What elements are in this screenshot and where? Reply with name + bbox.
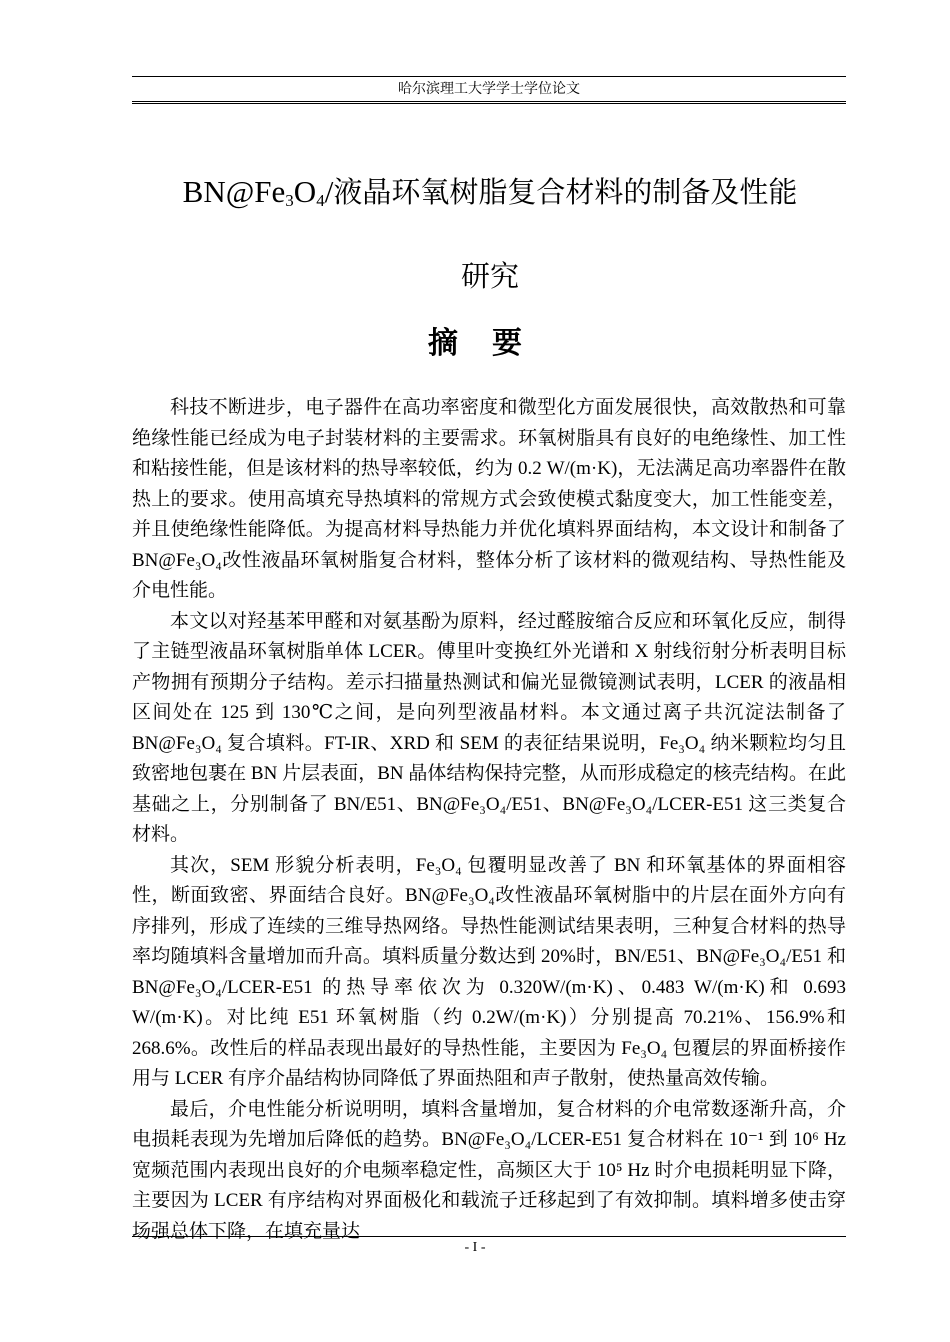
title-subscript-3: 3 <box>285 191 294 210</box>
abstract-body <box>132 393 846 1247</box>
footer-rule <box>132 1236 846 1237</box>
abstract-paragraph-2: 本文以对羟基苯甲醛和对氨基酚为原料，经过醛胺缩合反应和环氧化反应，制得了主链型液晶环氧树脂单体 LCER。傅里叶变换红外光谱和 X 射线衍射分析表明目标产物拥有预期分子结构。差示扫描量热测试和偏光显微镜测试表明，LCER 的液晶相区间处在 125 到 130℃之间，是向列型液晶材料。本文通过离子共沉淀法制备了 BN@Fe₃O₄ 复合填料。FT-IR、XRD 和 SEM 的表征结果说明，Fe₃O₄ 纳米颗粒均匀且致密地包裹在 BN 片层表面，BN 晶体结构保持完整，从而形成稳定的核壳结构。在此基础之上，分别制备了 BN/E51、BN@Fe₃O₄/E51、BN@Fe₃O₄/LCER-E51 这三类复合材料。 <box>132 610 846 845</box>
title-subscript-4: 4 <box>316 191 325 210</box>
abstract-paragraph-1: 科技不断进步，电子器件在高功率密度和微型化方面发展很快，高效散热和可靠绝缘性能已经成为电子封装材料的主要需求。环氧树脂具有良好的电绝缘性、加工性和粘接性能，但是该材料的热导率较低，约为 0.2 W/(m·K)，无法满足高功率器件在散热上的要求。使用高填充导热填料的常规方式会致使模式黏度变大，加工性能变差，并且使绝缘性能降低。为提高材料导热能力并优化填料界面结构，本文设计和制备了 BN@Fe₃O₄改性液晶环氧树脂复合材料，整体分析了该材料的微观结构、导热性能及介电性能。 <box>132 397 846 601</box>
title-text-chinese: 液晶环氧树脂复合材料的制备及性能 <box>333 175 798 209</box>
title-text-slash: / <box>324 174 334 209</box>
page-number: - I - <box>464 1240 486 1255</box>
title-line-1 <box>110 150 870 234</box>
title-text-bn-fe: BN@Fe <box>182 174 286 209</box>
thesis-title <box>110 150 870 318</box>
abstract-heading: 摘要 <box>428 326 556 361</box>
header-double-rule <box>132 101 846 104</box>
abstract-paragraph-3: 其次，SEM 形貌分析表明，Fe₃O₄ 包覆明显改善了 BN 和环氧基体的界面相容性，断面致密、界面结合良好。BN@Fe₃O₄改性液晶环氧树脂中的片层在面外方向有序排列，形成了连续的三维导热网络。导热性能测试结果表明，三种复合材料的热导率均随填料含量增加而升高。填料质量分数达到 20%时，BN/E51、BN@Fe₃O₄/E51 和 BN@Fe₃O₄/LCER-E51 的热导率依次为 0.320W/(m·K)、0.483 W/(m·K)和 0.693 W/(m·K)。对比纯 E51 环氧树脂（约 0.2W/(m·K)）分别提高 70.21%、156.9%和 268.6%。改性后的样品表现出最好的导热性能，主要因为 Fe₃O₄ 包覆层的界面桥接作用与 LCER 有序介晶结构协同降低了界面热阻和声子散射，使热量高效传输。 <box>132 854 846 1089</box>
running-header: 哈尔滨理工大学学士学位论文 <box>132 76 846 101</box>
title-formula-part <box>183 174 334 209</box>
title-text-o: O <box>293 174 317 209</box>
title-line-2: 研究 <box>460 259 519 293</box>
abstract-paragraph-4: 最后，介电性能分析说明明，填料含量增加，复合材料的介电常数逐渐升高，介电损耗表现为先增加后降低的趋势。BN@Fe₃O₄/LCER-E51 复合材料在 10⁻¹ 到 10⁶ Hz 宽频范围内表现出良好的介电频率稳定性，高频区大于 10⁵ Hz 时介电损耗明显下降，主要因为 LCER 有序结构对界面极化和载流子迁移起到了有效抑制。填料增多使击穿场强总体下降，在填充量达 <box>132 1098 846 1242</box>
